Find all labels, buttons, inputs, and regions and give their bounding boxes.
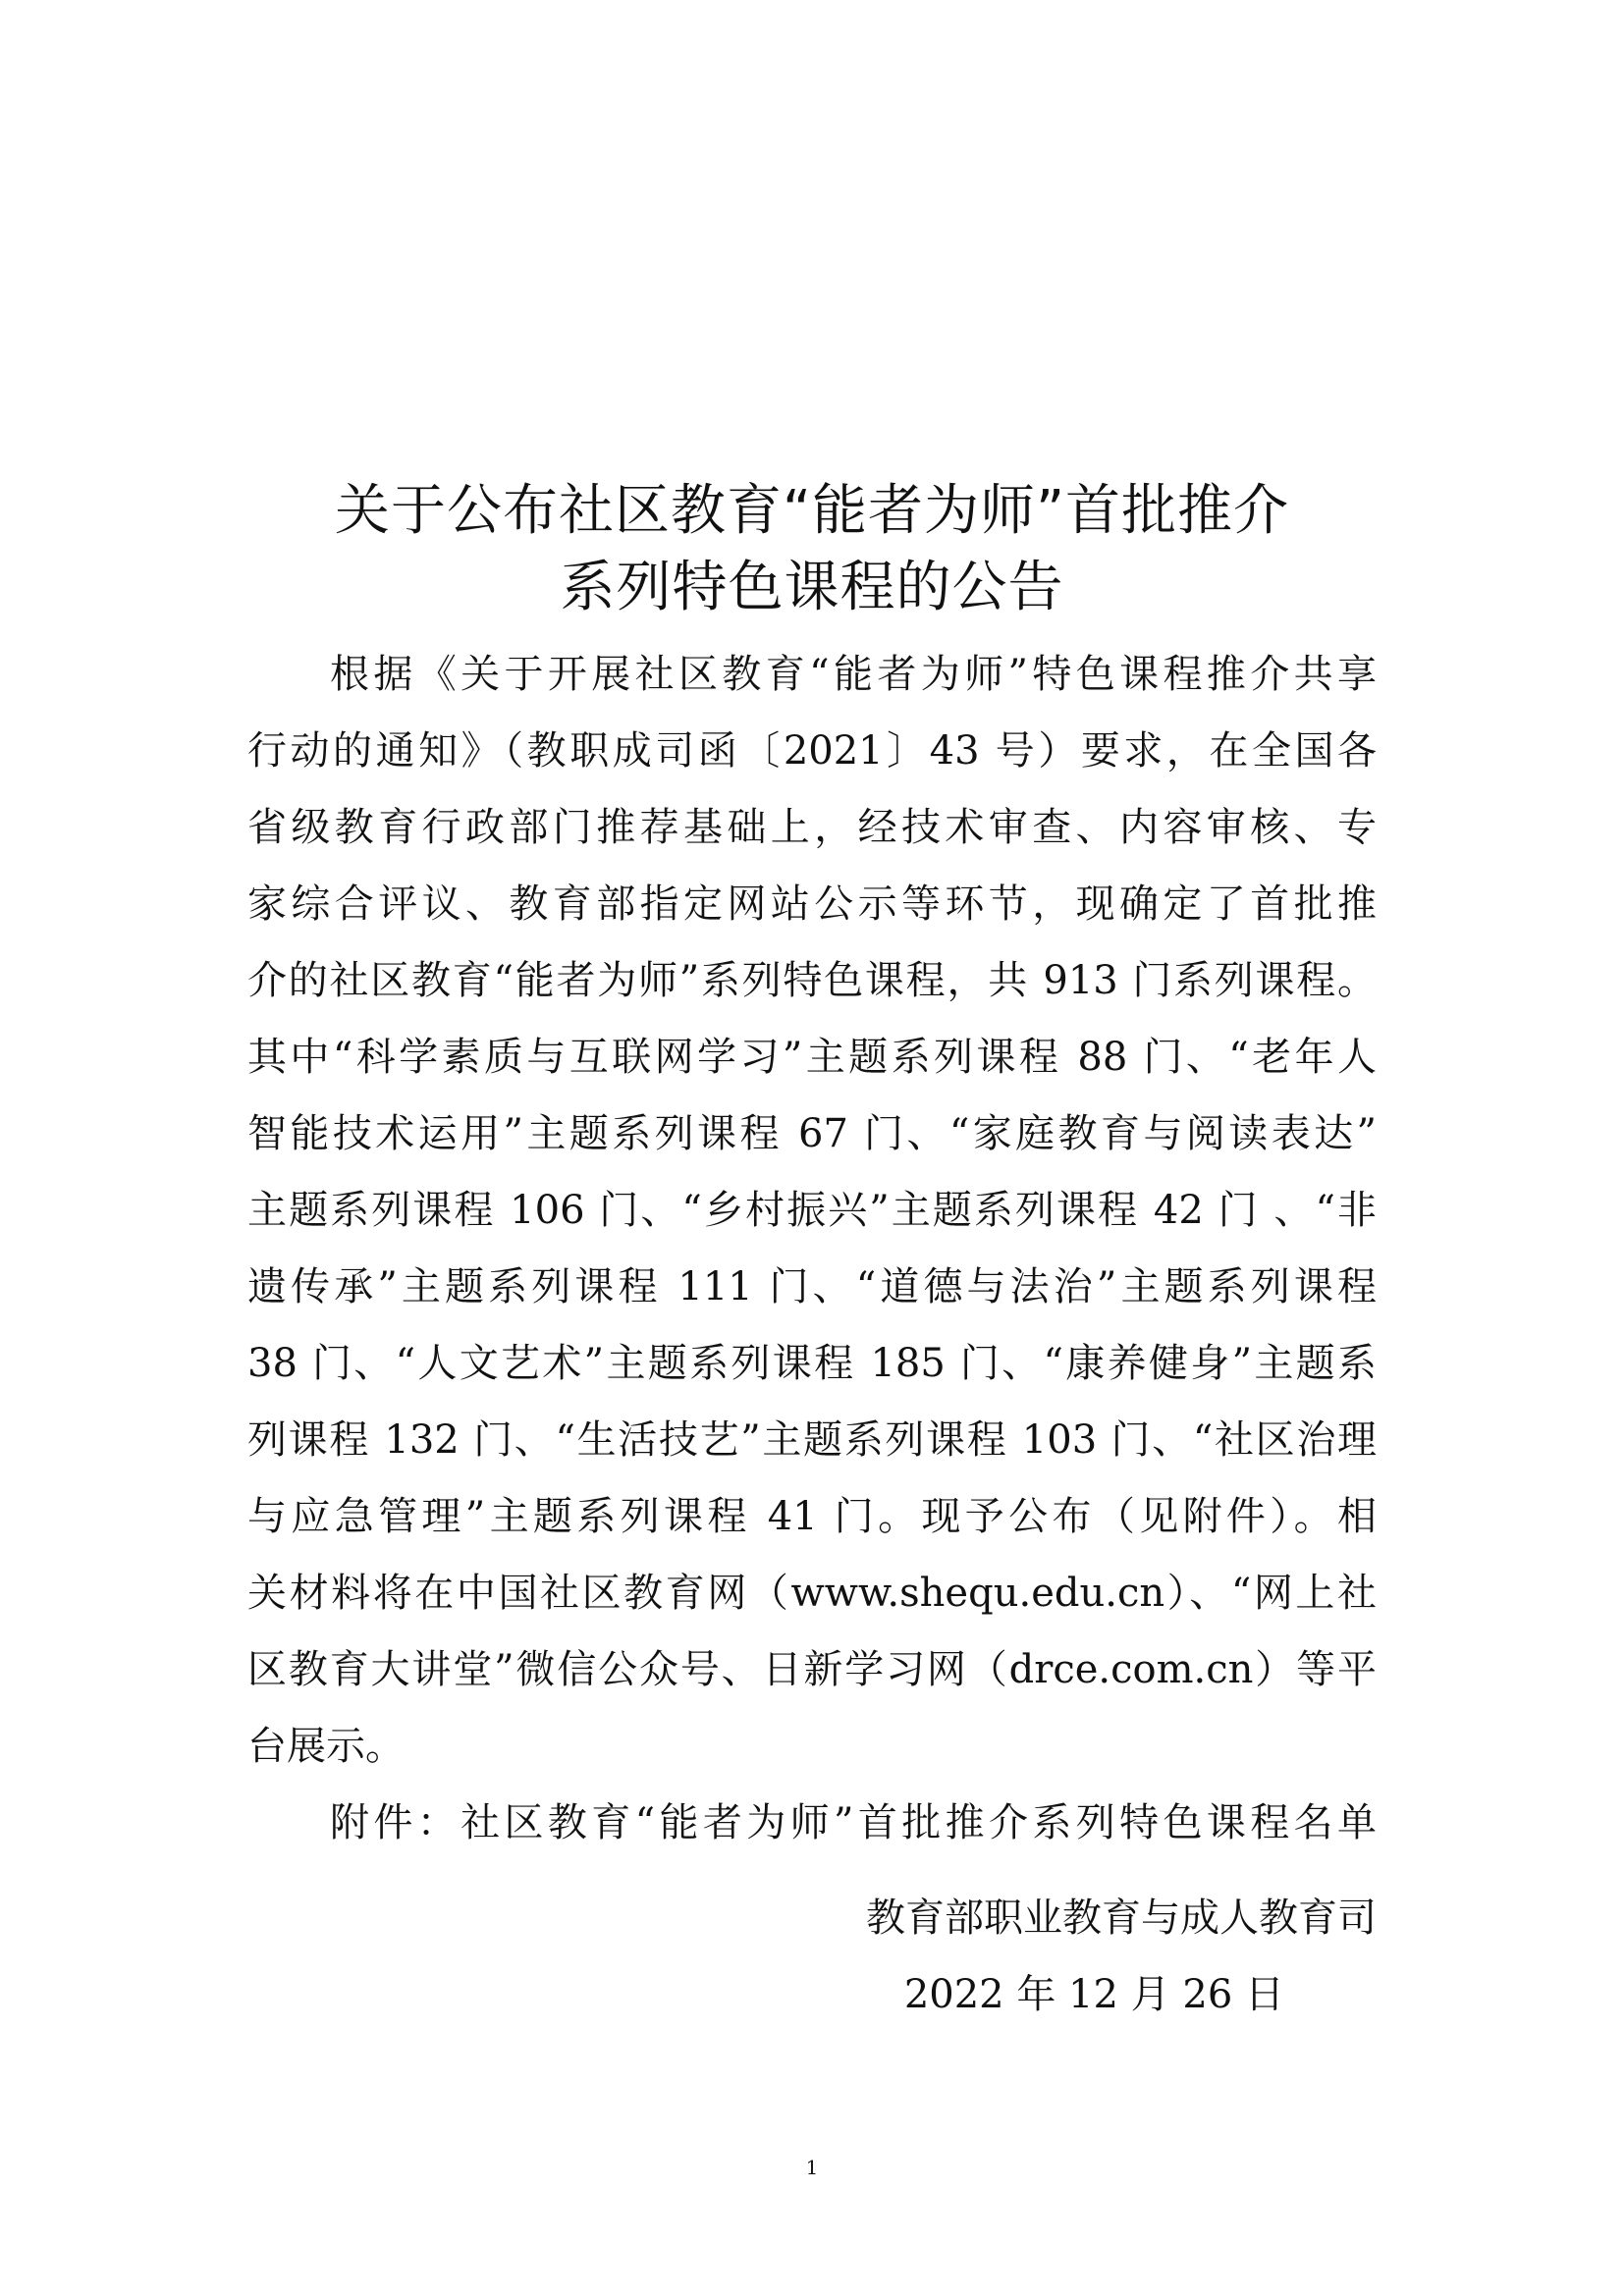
document-title-line-1: 关于公布社区教育“能者为师”首批推介 — [334, 479, 1290, 543]
body-line: 其中“科学素质与互联网学习”主题系列课程 88 门、“老年人 — [247, 1035, 1377, 1080]
body-line: 智能技术运用”主题系列课程 67 门、“家庭教育与阅读表达” — [247, 1111, 1377, 1156]
body-line: 介的社区教育“能者为师”系列特色课程，共 913 门系列课程。 — [247, 958, 1377, 1003]
issue-date: 2022 年 12 月 26 日 — [903, 1972, 1284, 2017]
attachment-line: 附件：社区教育“能者为师”首批推介系列特色课程名单 — [330, 1800, 1377, 1845]
body-line: 列课程 132 门、“生活技艺”主题系列课程 103 门、“社区治理 — [247, 1417, 1377, 1463]
body-line: 区教育大讲堂”微信公众号、日新学习网（drce.com.cn）等平 — [247, 1647, 1377, 1692]
body-line: 主题系列课程 106 门、“乡村振兴”主题系列课程 42 门 、“非 — [247, 1188, 1377, 1233]
page-number: 1 — [805, 2156, 819, 2179]
body-line: 省级教育行政部门推荐基础上，经技术审查、内容审核、专 — [247, 805, 1377, 850]
document-title-line-2: 系列特色课程的公告 — [560, 556, 1064, 619]
body-line: 关材料将在中国社区教育网（www.shequ.edu.cn）、“网上社 — [247, 1571, 1377, 1616]
body-line: 与应急管理”主题系列课程 41 门。现予公布（见附件）。相 — [247, 1494, 1377, 1539]
body-line: 38 门、“人文艺术”主题系列课程 185 门、“康养健身”主题系 — [247, 1341, 1377, 1386]
body-line: 遗传承”主题系列课程 111 门、“道德与法治”主题系列课程 — [247, 1264, 1377, 1309]
body-line: 行动的通知》（教职成司函〔2021〕43 号）要求，在全国各 — [247, 728, 1377, 774]
body-line: 家综合评议、教育部指定网站公示等环节，现确定了首批推 — [247, 881, 1377, 927]
body-line: 根据《关于开展社区教育“能者为师”特色课程推介共享 — [330, 652, 1377, 697]
body-line: 台展示。 — [247, 1724, 405, 1769]
issuer: 教育部职业教育与成人教育司 — [866, 1896, 1377, 1941]
